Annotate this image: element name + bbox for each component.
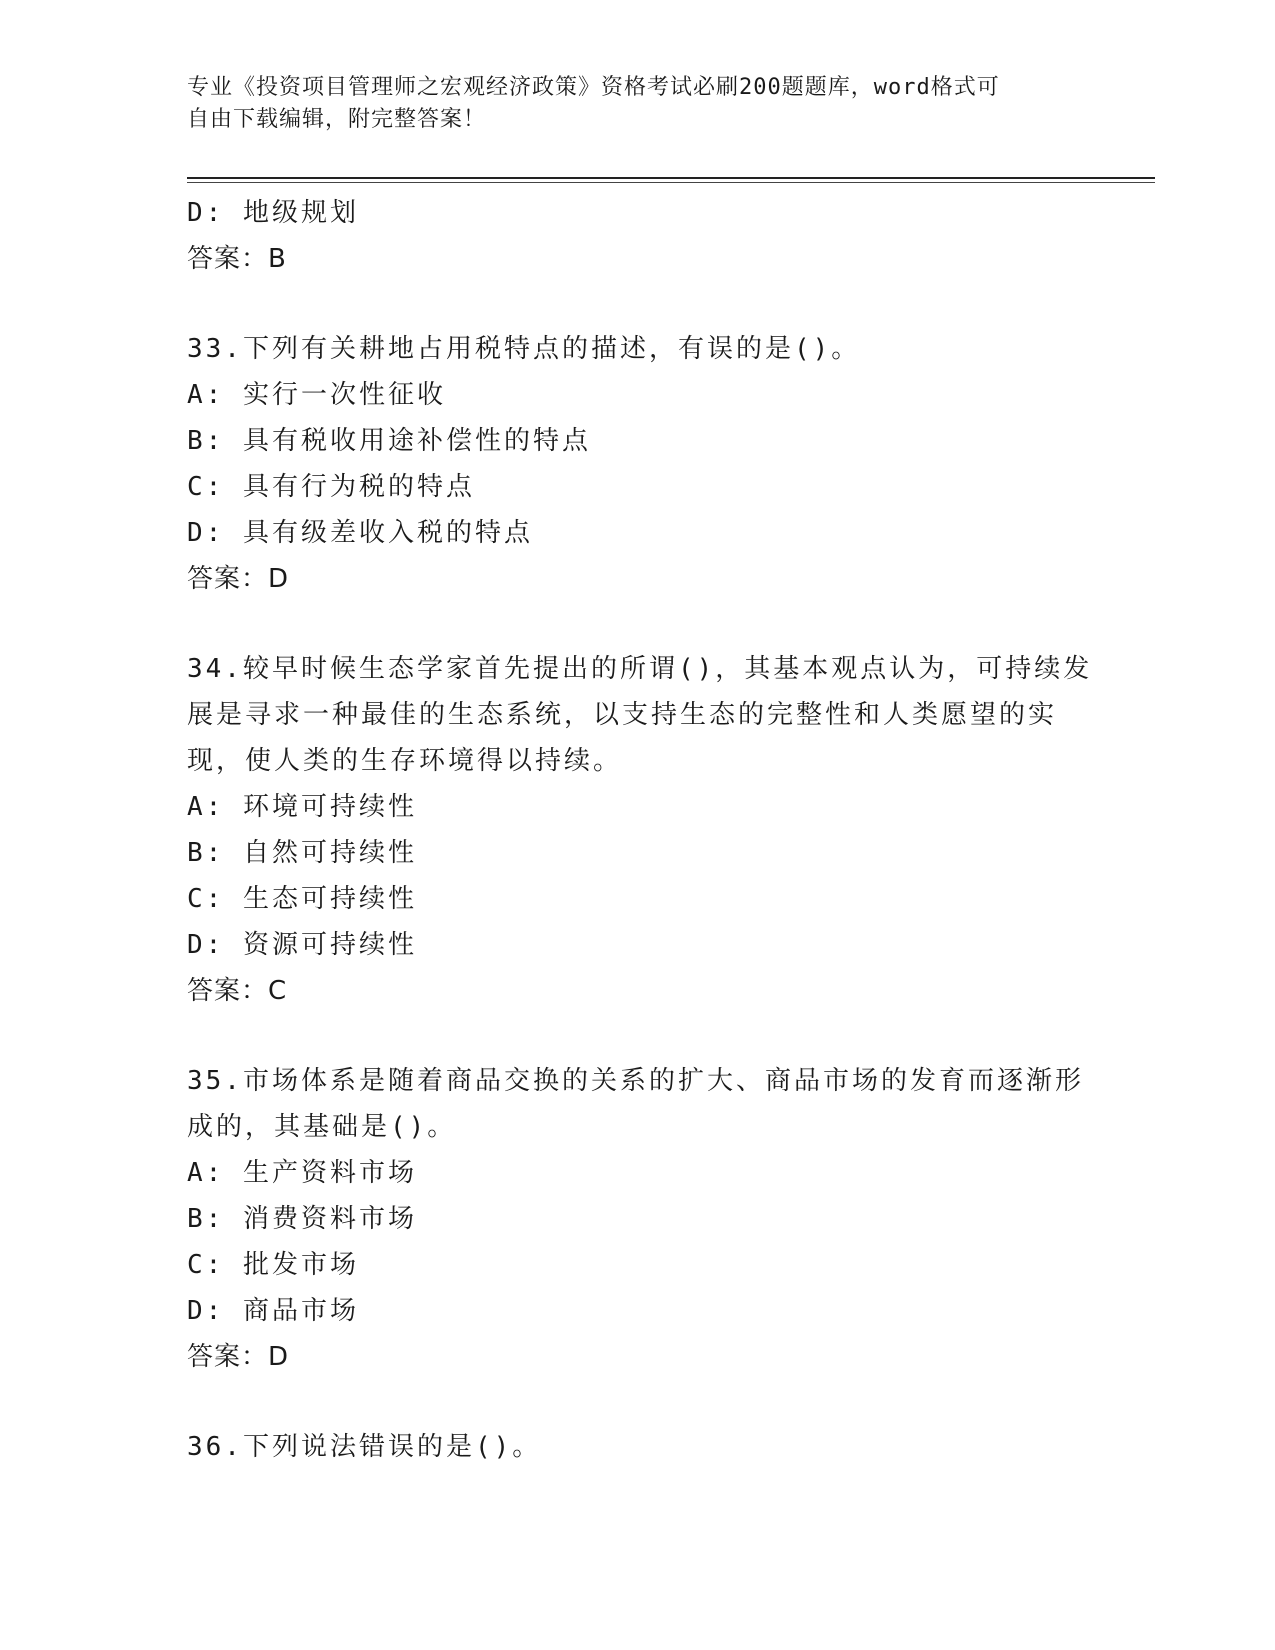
option-b: B: 消费资料市场 [187, 1204, 417, 1234]
option-c: C: 生态可持续性 [187, 884, 417, 914]
header-divider-thin [187, 182, 1155, 183]
answer-line: 答案：C [187, 976, 288, 1006]
answer-line: 答案：D [187, 1342, 290, 1372]
answer-line: 答案：D [187, 564, 290, 594]
question-stem-line: 33.下列有关耕地占用税特点的描述，有误的是()。 [187, 334, 861, 364]
option-c: C: 具有行为税的特点 [187, 472, 475, 502]
question-stem-line: 34.较早时候生态学家首先提出的所谓()，其基本观点认为，可持续发 [187, 654, 1093, 684]
question-stem-line: 成的，其基础是()。 [187, 1112, 457, 1142]
option-c: C: 批发市场 [187, 1250, 359, 1280]
question-32-tail [187, 190, 1087, 282]
header-line-1: 专业《投资项目管理师之宏观经济政策》资格考试必刷200题题库，word格式可 [187, 75, 1000, 100]
option-d: D: 资源可持续性 [187, 930, 417, 960]
question-list [187, 190, 1093, 1470]
option-d: D: 地级规划 [187, 198, 359, 228]
option-a: A: 生产资料市场 [187, 1158, 417, 1188]
question-stem-line: 现，使人类的生存环境得以持续。 [187, 746, 623, 776]
question-34 [187, 646, 1093, 1014]
question-stem-line: 展是寻求一种最佳的生态系统，以支持生态的完整性和人类愿望的实 [187, 700, 1058, 730]
header-divider-thick [187, 177, 1155, 179]
question-35 [187, 1058, 1087, 1380]
spacer [187, 1380, 1087, 1424]
question-33 [187, 326, 1087, 602]
option-b: B: 自然可持续性 [187, 838, 417, 868]
answer-line: 答案：B [187, 244, 287, 274]
option-d: D: 具有级差收入税的特点 [187, 518, 533, 548]
option-a: A: 环境可持续性 [187, 792, 417, 822]
question-stem-line: 36.下列说法错误的是()。 [187, 1432, 542, 1462]
spacer [187, 1014, 1087, 1058]
option-d: D: 商品市场 [187, 1296, 359, 1326]
question-36 [187, 1424, 1087, 1470]
option-b: B: 具有税收用途补偿性的特点 [187, 426, 591, 456]
option-a: A: 实行一次性征收 [187, 380, 446, 410]
spacer [187, 282, 1087, 326]
header-line-2: 自由下载编辑，附完整答案！ [187, 107, 487, 132]
document-header [187, 72, 1067, 136]
question-stem-line: 35.市场体系是随着商品交换的关系的扩大、商品市场的发育而逐渐形 [187, 1066, 1084, 1096]
spacer [187, 602, 1087, 646]
